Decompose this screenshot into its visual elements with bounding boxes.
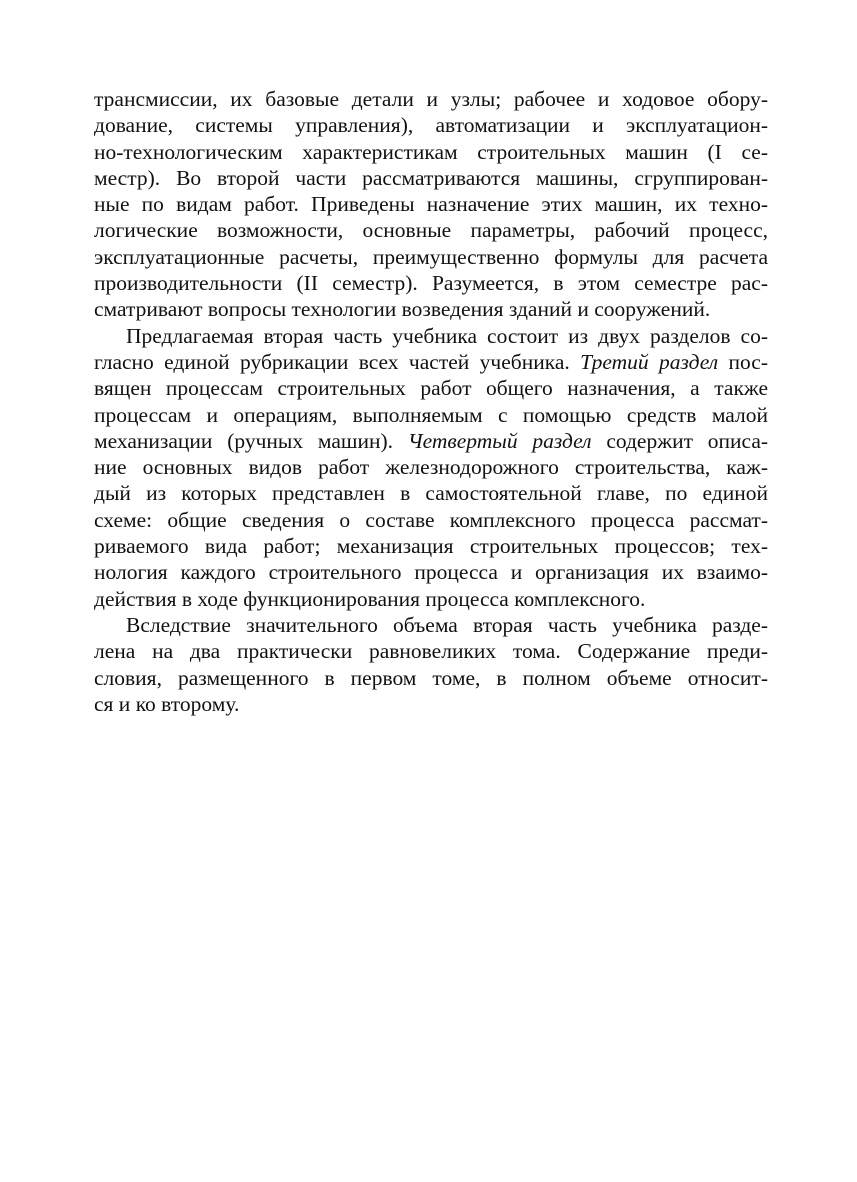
paragraph-2	[94, 323, 768, 612]
paragraph-3	[94, 612, 768, 717]
text-line: ся и ко второму.	[94, 691, 240, 716]
text-line: эксплуатационные расчеты, преимущественно формулы для расчета	[94, 244, 768, 269]
text-line: Вследствие значительного объема вторая часть учебника разде-	[126, 612, 768, 637]
document-page	[94, 86, 768, 717]
emphasis-third-section: Третий раздел	[580, 349, 719, 374]
text-line: но-технологическим характеристикам строительных машин (I се-	[94, 139, 768, 164]
text-line-with-emphasis	[94, 428, 768, 454]
text-line: процессам и операциям, выполняемым с помощью средств малой	[94, 402, 768, 427]
text-line: действия в ходе функционирования процесса комплексного.	[94, 586, 646, 611]
text-line: сматривают вопросы технологии возведения зданий и сооружений.	[94, 297, 711, 322]
text-line: словия, размещенного в первом томе, в полном объеме относит-	[94, 665, 768, 690]
text-fragment: гласно единой рубрикации всех частей учебника.	[94, 349, 570, 374]
text-line: вящен процессам строительных работ общего назначения, а также	[94, 376, 768, 401]
text-line: Предлагаемая вторая часть учебника состоит из двух разделов со-	[126, 323, 768, 348]
text-line: дый из которых представлен в самостоятельной главе, по единой	[94, 481, 768, 506]
text-line: риваемого вида работ; механизация строительных процессов; тех-	[94, 534, 768, 559]
text-line: ные по видам работ. Приведены назначение этих машин, их техно-	[94, 192, 768, 217]
text-line: местр). Во второй части рассматриваются машины, сгруппирован-	[94, 165, 768, 190]
text-line: ние основных видов работ железнодорожного строительства, каж-	[94, 455, 768, 480]
text-line: производительности (II семестр). Разумеется, в этом семестре рас-	[94, 271, 768, 296]
text-line-with-emphasis	[94, 349, 768, 375]
text-line: нология каждого строительного процесса и организация их взаимо-	[94, 560, 768, 585]
emphasis-fourth-section: Четвертый раздел	[407, 428, 592, 453]
text-line: схеме: общие сведения о составе комплексного процесса рассмат-	[94, 507, 768, 532]
paragraph-1	[94, 86, 768, 323]
text-line: трансмиссии, их базовые детали и узлы; рабочее и ходовое обору-	[94, 87, 768, 111]
text-fragment: пос-	[728, 349, 769, 374]
text-line: дование, системы управления), автоматизации и эксплуатацион-	[94, 113, 768, 138]
text-line: логические возможности, основные параметры, рабочий процесс,	[94, 218, 768, 243]
text-fragment: механизации (ручных машин).	[94, 428, 394, 453]
text-line: лена на два практически равновеликих тома. Содержание преди-	[94, 639, 768, 664]
text-fragment: содержит описа-	[606, 428, 769, 453]
